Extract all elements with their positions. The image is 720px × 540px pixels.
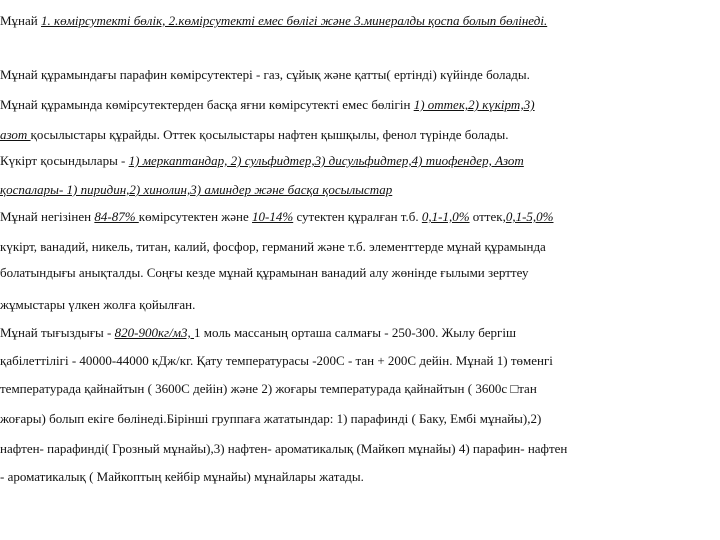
- paragraph-line: [0, 296, 195, 314]
- text-run: қабілеттілігі - 40000-44000 кДж/кг. Қату температурасы -200С - тан + 200С дейін. Мұнай 1) төменгі: [0, 353, 553, 368]
- paragraph-line: [0, 440, 567, 458]
- paragraph-line: [0, 181, 392, 199]
- text-run: қосылыстары құрайды. Оттек қосылыстары нафтен қышқылы, фенол түрінде болады.: [30, 127, 509, 142]
- paragraph-line: [0, 264, 529, 282]
- paragraph-line: [0, 468, 364, 486]
- paragraph-line: [0, 238, 546, 256]
- text-run: күкірт, ванадий, никель, титан, калий, фосфор, германий және т.б. элементтерде мұнай құрамында: [0, 239, 546, 254]
- text-run: температурада қайнайтын ( 3600С дейін) және 2) жоғары температурада қайнайтын ( 3600с: [0, 381, 511, 396]
- emphasized-text: 0,1-5,0%: [505, 209, 554, 224]
- text-run: жоғары) болып екіге бөлінеді.Бірінші группаға жататындар: 1) парафинді ( Баку, Ембі мұнайы),2): [0, 411, 542, 426]
- paragraph-line: [0, 380, 537, 398]
- paragraph-line: [0, 96, 535, 114]
- text-run: болатындығы анықталды. Соңғы кезде мұнай құрамынан ванадий алу жөнінде ғылыми зерттеу: [0, 265, 529, 280]
- emphasized-text: 0,1-1,0%: [421, 209, 470, 224]
- text-run: жұмыстары үлкен жолға қойылған.: [0, 297, 196, 312]
- text-run: □: [510, 381, 519, 396]
- paragraph-line: [0, 208, 554, 226]
- text-run: Мұнай: [0, 13, 41, 28]
- paragraph-line: [0, 410, 541, 428]
- emphasized-text: 84-87%: [94, 209, 139, 224]
- emphasized-text: 1) оттек,2) күкірт,3): [413, 97, 535, 112]
- paragraph-line: [0, 126, 509, 144]
- text-run: Мұнай құрамындағы парафин көмірсутектері - газ, сұйық және қатты( ертінді) күйінде болады.: [0, 67, 530, 82]
- paragraph-line: [0, 352, 553, 370]
- emphasized-text: 1. көмірсутекті бөлік, 2.көмірсутекті емес бөлігі және 3.минералды қоспа болып бөлінеді.: [41, 13, 548, 28]
- text-run: сутектен құралған т.б.: [293, 209, 422, 224]
- text-run: Мұнай құрамында көмірсутектерден басқа яғни көмірсутекті емес бөлігін: [0, 97, 414, 112]
- text-run: көмірсутектен және: [138, 209, 253, 224]
- emphasized-text: қоспалары- 1) пиридин,2) хинолин,3) аминдер және басқа қосылыстар: [0, 182, 393, 197]
- emphasized-text: 10-14%: [252, 209, 294, 224]
- text-run: оттек,: [469, 209, 506, 224]
- emphasized-text: 820-900кг/м3,: [114, 325, 195, 340]
- text-run: нафтен- парафинді( Грозный мұнайы),3) нафтен- ароматикалық (Майкөп мұнайы) 4) парафин- нафтен: [0, 441, 568, 456]
- text-run: 1 моль массаның орташа салмағы - 250-300. Жылу бергіш: [194, 325, 516, 340]
- text-run: тан: [518, 381, 537, 396]
- paragraph-line: [0, 12, 547, 30]
- text-run: Мұнай негізінен: [0, 209, 95, 224]
- text-run: - ароматикалық ( Майкоптың кейбір мұнайы) мұнайлары жатады.: [0, 469, 364, 484]
- text-run: Мұнай тығыздығы -: [0, 325, 115, 340]
- paragraph-line: [0, 324, 516, 342]
- emphasized-text: 1) меркаптандар, 2) сульфидтер,3) дисульфидтер,4) тиофендер, Азот: [128, 153, 524, 168]
- text-run: Күкірт қосындылары -: [0, 153, 129, 168]
- emphasized-text: азот: [0, 127, 31, 142]
- paragraph-line: [0, 152, 524, 170]
- paragraph-line: [0, 66, 530, 84]
